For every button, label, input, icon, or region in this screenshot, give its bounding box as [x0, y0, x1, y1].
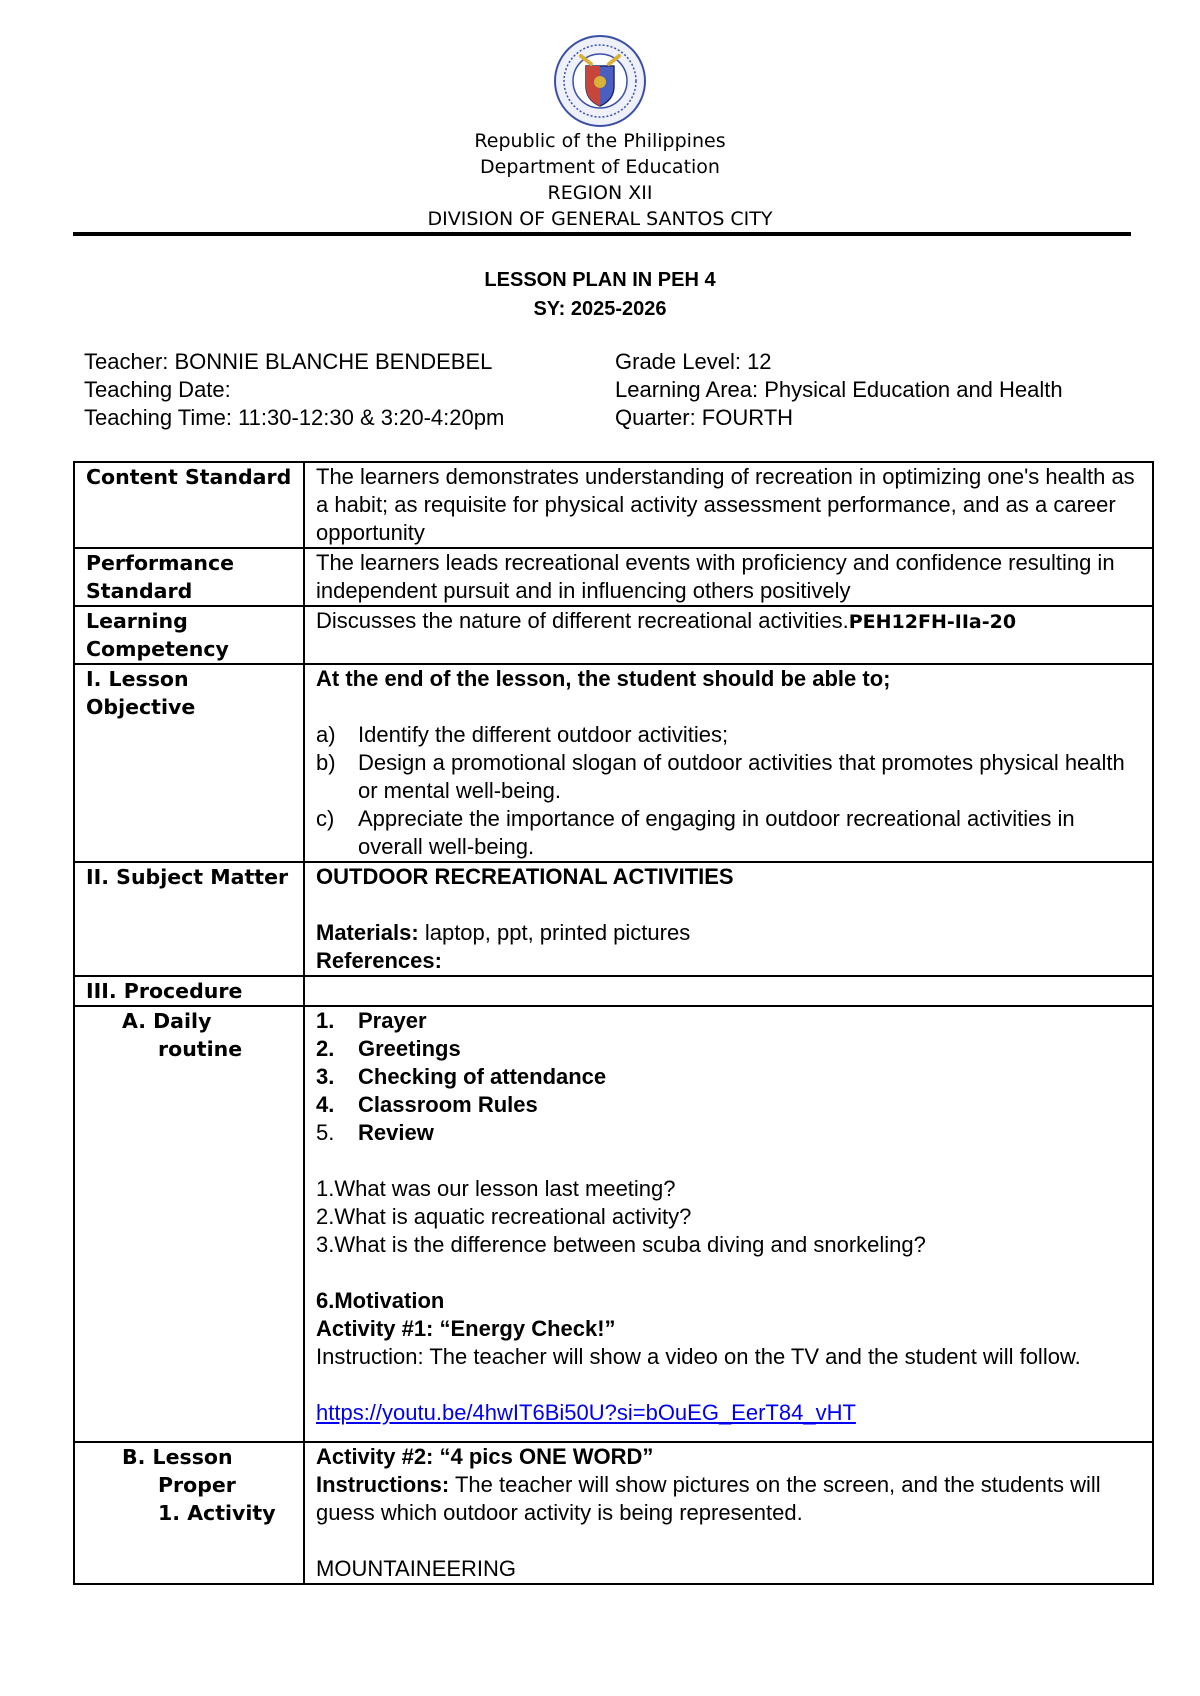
label-line: I. Lesson — [86, 667, 189, 691]
quarter: Quarter: FOURTH — [615, 405, 794, 430]
row-learning-competency — [74, 606, 1153, 664]
header-republic: Republic of the Philippines — [474, 130, 726, 152]
objective-text: Identify the different outdoor activities; — [358, 722, 729, 747]
routine-text: Greetings — [358, 1036, 461, 1061]
learning-area: Learning Area: Physical Education and Health — [615, 377, 1063, 402]
objective-intro: At the end of the lesson, the student should be able to; — [316, 666, 891, 691]
deped-seal-logo — [553, 34, 647, 128]
document-title-block — [0, 266, 1200, 324]
lesson-plan-title: LESSON PLAN IN PEH 4 — [484, 269, 716, 291]
value-learning-competency — [304, 606, 1153, 664]
objective-text: Appreciate the importance of engaging in outdoor recreational activities in overall well-being. — [358, 806, 1075, 859]
label-daily-routine — [74, 1006, 304, 1442]
competency-code: PEH12FH-IIa-20 — [848, 611, 1017, 633]
label-procedure: III. Procedure — [74, 976, 304, 1006]
info-left — [84, 348, 504, 432]
objective-text: Design a promotional slogan of outdoor activities that promotes physical health or mental well-being. — [358, 750, 1125, 803]
list-marker: 1. — [316, 1008, 335, 1033]
objective-item — [316, 749, 1141, 805]
header-region: REGION XII — [547, 182, 653, 204]
value-objective — [304, 664, 1153, 862]
document-header — [0, 128, 1200, 232]
row-subject-matter — [74, 862, 1153, 976]
value-daily-routine — [304, 1006, 1153, 1442]
label-objective — [74, 664, 304, 862]
row-objective — [74, 664, 1153, 862]
row-content-standard — [74, 462, 1153, 548]
list-marker: c) — [316, 806, 335, 831]
subject-topic: OUTDOOR RECREATIONAL ACTIVITIES — [316, 864, 734, 889]
lesson-plan-table — [73, 461, 1154, 1585]
activity-1-instruction: Instruction: The teacher will show a video on the TV and the student will follow. — [316, 1344, 1081, 1369]
objective-item — [316, 721, 1141, 749]
activity-2-instructions — [316, 1471, 1141, 1527]
school-year: SY: 2025-2026 — [533, 298, 667, 320]
routine-item — [316, 1119, 1141, 1147]
teaching-time: Teaching Time: 11:30-12:30 & 3:20-4:20pm — [84, 405, 505, 430]
label-line: Competency — [86, 637, 229, 661]
motivation-heading: 6.Motivation — [316, 1288, 445, 1313]
list-marker: a) — [316, 722, 336, 747]
label-lesson-proper — [74, 1442, 304, 1584]
label-content-standard: Content Standard — [74, 462, 304, 548]
review-question: 1.What was our lesson last meeting? — [316, 1176, 676, 1201]
value-subject-matter — [304, 862, 1153, 976]
value-procedure — [304, 976, 1153, 1006]
value-lesson-proper — [304, 1442, 1153, 1584]
header-department: Department of Education — [480, 156, 720, 178]
routine-text: Checking of attendance — [358, 1064, 607, 1089]
label-line: Objective — [86, 695, 196, 719]
routine-item — [316, 1035, 1141, 1063]
materials-value: laptop, ppt, printed pictures — [418, 920, 691, 945]
routine-item — [316, 1007, 1141, 1035]
competency-text: Discusses the nature of different recreational activities. — [316, 608, 849, 633]
instructions-text: The teacher will show pictures on the screen, and the students will guess which outdoor activity is being represented. — [316, 1472, 1101, 1525]
review-question: 2.What is aquatic recreational activity? — [316, 1204, 692, 1229]
list-marker: 5. — [316, 1120, 335, 1145]
materials-line — [316, 919, 1141, 947]
routine-item — [316, 1063, 1141, 1091]
label-line: A. Daily — [122, 1009, 212, 1033]
list-marker: 2. — [316, 1036, 335, 1061]
objective-item — [316, 805, 1141, 861]
header-division: DIVISION OF GENERAL SANTOS CITY — [427, 208, 773, 230]
row-procedure — [74, 976, 1153, 1006]
routine-text: Prayer — [358, 1008, 427, 1033]
list-marker: 4. — [316, 1092, 335, 1117]
references-label: References: — [316, 948, 442, 973]
label-learning-competency — [74, 606, 304, 664]
value-content-standard: The learners demonstrates understanding of recreation in optimizing one's health as a habit; as requisite for physical activity assessment performance, and as a career opportunity — [304, 462, 1153, 548]
label-subject-matter: II. Subject Matter — [74, 862, 304, 976]
grade-level: Grade Level: 12 — [615, 349, 772, 374]
label-line: B. Lesson — [122, 1445, 233, 1469]
routine-item — [316, 1091, 1141, 1119]
routine-text: Classroom Rules — [358, 1092, 538, 1117]
value-performance-standard: The learners leads recreational events with proficiency and confidence resulting in independent pursuit and in influencing others positively — [304, 548, 1153, 606]
teacher-name: Teacher: BONNIE BLANCHE BENDEBEL — [84, 349, 493, 374]
row-performance-standard — [74, 548, 1153, 606]
info-right — [615, 348, 1063, 432]
list-marker: 3. — [316, 1064, 335, 1089]
label-line: Performance — [86, 551, 234, 575]
label-line: Proper — [158, 1473, 236, 1497]
materials-label: Materials: — [316, 920, 419, 945]
label-performance-standard — [74, 548, 304, 606]
routine-text: Review — [358, 1120, 434, 1145]
header-divider — [73, 232, 1131, 236]
label-line: Standard — [86, 579, 193, 603]
video-link[interactable]: https://youtu.be/4hwIT6Bi50U?si=bOuEG_EerT84_vHT — [316, 1400, 856, 1425]
label-line: Learning — [86, 609, 188, 633]
label-line: routine — [158, 1037, 243, 1061]
row-lesson-proper — [74, 1442, 1153, 1584]
list-marker: b) — [316, 750, 336, 775]
label-line: 1. Activity — [158, 1501, 276, 1525]
activity-2-answer: MOUNTAINEERING — [316, 1556, 517, 1581]
row-daily-routine — [74, 1006, 1153, 1442]
activity-2-title: Activity #2: “4 pics ONE WORD” — [316, 1444, 654, 1469]
review-question: 3.What is the difference between scuba diving and snorkeling? — [316, 1232, 926, 1257]
teaching-date: Teaching Date: — [84, 377, 231, 402]
activity-1-title: Activity #1: “Energy Check!” — [316, 1316, 616, 1341]
instructions-label: Instructions: — [316, 1472, 450, 1497]
